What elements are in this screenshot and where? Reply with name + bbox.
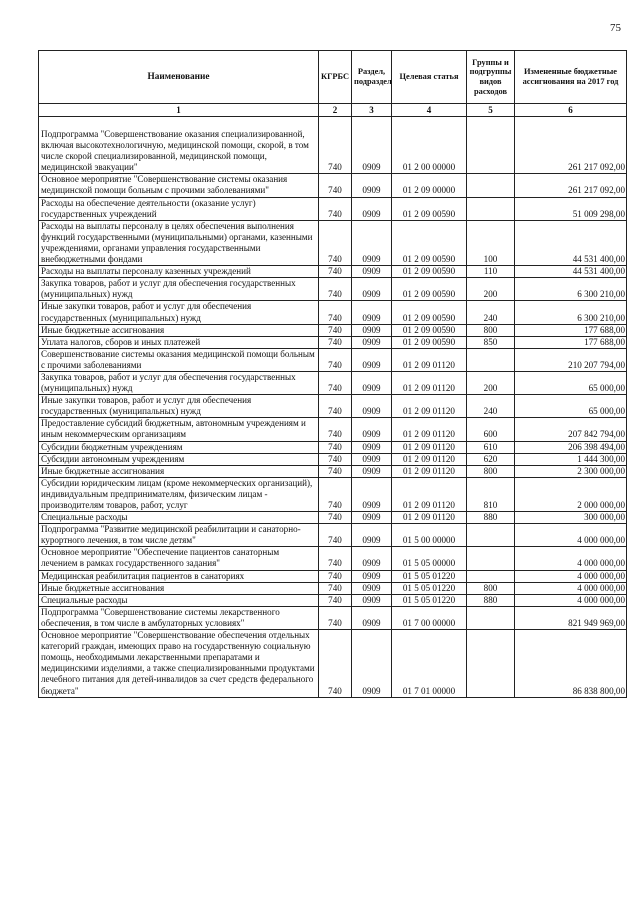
row-section: 0909	[352, 348, 392, 371]
row-amount: 6 300 210,00	[515, 278, 627, 301]
table-row	[39, 117, 627, 174]
table-row	[39, 301, 627, 324]
row-section: 0909	[352, 594, 392, 606]
row-amount: 1 444 300,00	[515, 453, 627, 465]
row-kgrbs: 740	[319, 324, 352, 336]
row-target: 01 2 09 01120	[392, 477, 467, 511]
row-kgrbs: 740	[319, 512, 352, 524]
row-section: 0909	[352, 477, 392, 511]
table-row	[39, 336, 627, 348]
row-group	[467, 174, 515, 197]
row-amount: 44 531 400,00	[515, 220, 627, 265]
row-section: 0909	[352, 174, 392, 197]
table-row	[39, 441, 627, 453]
row-group: 620	[467, 453, 515, 465]
row-group: 110	[467, 266, 515, 278]
page-number: 75	[610, 22, 621, 34]
row-name: Расходы на выплаты персоналу казенных учреждений	[39, 266, 319, 278]
row-kgrbs: 740	[319, 266, 352, 278]
row-kgrbs: 740	[319, 197, 352, 220]
row-amount: 207 842 794,00	[515, 418, 627, 441]
row-target: 01 2 09 00590	[392, 220, 467, 265]
row-amount: 177 688,00	[515, 324, 627, 336]
header-name: Наименование	[39, 51, 319, 104]
table-row	[39, 324, 627, 336]
row-kgrbs: 740	[319, 418, 352, 441]
row-target: 01 2 09 01120	[392, 418, 467, 441]
row-group: 240	[467, 301, 515, 324]
table-row	[39, 512, 627, 524]
row-amount: 65 000,00	[515, 371, 627, 394]
row-group	[467, 606, 515, 629]
row-target: 01 2 09 00000	[392, 174, 467, 197]
row-amount: 4 000 000,00	[515, 582, 627, 594]
row-amount: 6 300 210,00	[515, 301, 627, 324]
row-amount: 821 949 969,00	[515, 606, 627, 629]
row-section: 0909	[352, 117, 392, 174]
table-row	[39, 453, 627, 465]
row-section: 0909	[352, 630, 392, 698]
row-amount: 4 000 000,00	[515, 524, 627, 547]
header-number: 2	[319, 104, 352, 117]
row-kgrbs: 740	[319, 278, 352, 301]
row-amount: 206 398 494,00	[515, 441, 627, 453]
row-group: 880	[467, 594, 515, 606]
row-section: 0909	[352, 441, 392, 453]
row-amount: 4 000 000,00	[515, 547, 627, 570]
row-group	[467, 524, 515, 547]
row-name: Иные бюджетные ассигнования	[39, 582, 319, 594]
row-group	[467, 630, 515, 698]
header-number-row	[39, 104, 627, 117]
row-target: 01 2 09 00590	[392, 324, 467, 336]
row-group	[467, 547, 515, 570]
row-group	[467, 197, 515, 220]
row-group	[467, 117, 515, 174]
row-kgrbs: 740	[319, 582, 352, 594]
header-section: Раздел, подраздел	[352, 51, 392, 104]
row-section: 0909	[352, 570, 392, 582]
row-target: 01 2 09 00590	[392, 197, 467, 220]
row-amount: 44 531 400,00	[515, 266, 627, 278]
row-group: 810	[467, 477, 515, 511]
row-group: 850	[467, 336, 515, 348]
table-row	[39, 594, 627, 606]
row-name: Иные бюджетные ассигнования	[39, 324, 319, 336]
row-name: Субсидии юридическим лицам (кроме некоммерческих организаций), индивидуальным предпринимателям, физическим лицам - производителям товаров, работ, услуг	[39, 477, 319, 511]
row-group	[467, 348, 515, 371]
row-section: 0909	[352, 197, 392, 220]
row-group: 600	[467, 418, 515, 441]
row-name: Специальные расходы	[39, 594, 319, 606]
row-target: 01 5 00 00000	[392, 524, 467, 547]
table-row	[39, 418, 627, 441]
row-group	[467, 570, 515, 582]
row-section: 0909	[352, 220, 392, 265]
row-group: 800	[467, 465, 515, 477]
row-name: Иные закупки товаров, работ и услуг для обеспечения государственных (муниципальных) нужд	[39, 301, 319, 324]
row-name: Основное мероприятие "Обеспечение пациентов санаторным лечением в рамках государственного задания"	[39, 547, 319, 570]
table-row	[39, 278, 627, 301]
row-name: Подпрограмма "Совершенствование системы лекарственного обеспечения, в том числе в амбулаторных условиях"	[39, 606, 319, 629]
row-group: 200	[467, 278, 515, 301]
row-kgrbs: 740	[319, 336, 352, 348]
row-section: 0909	[352, 582, 392, 594]
row-target: 01 2 09 01120	[392, 441, 467, 453]
row-group: 880	[467, 512, 515, 524]
row-name: Совершенствование системы оказания медицинской помощи больным с прочими заболеваниями	[39, 348, 319, 371]
row-kgrbs: 740	[319, 524, 352, 547]
row-kgrbs: 740	[319, 371, 352, 394]
row-kgrbs: 740	[319, 441, 352, 453]
row-name: Медицинская реабилитация пациентов в санаториях	[39, 570, 319, 582]
row-target: 01 2 09 01120	[392, 465, 467, 477]
row-section: 0909	[352, 524, 392, 547]
row-target: 01 2 00 00000	[392, 117, 467, 174]
table-row	[39, 220, 627, 265]
row-name: Расходы на обеспечение деятельности (оказание услуг) государственных учреждений	[39, 197, 319, 220]
row-amount: 261 217 092,00	[515, 117, 627, 174]
header-row	[39, 51, 627, 104]
row-kgrbs: 740	[319, 348, 352, 371]
row-target: 01 7 00 00000	[392, 606, 467, 629]
row-target: 01 2 09 01120	[392, 395, 467, 418]
row-amount: 177 688,00	[515, 336, 627, 348]
row-target: 01 2 09 01120	[392, 348, 467, 371]
header-number: 6	[515, 104, 627, 117]
row-target: 01 2 09 01120	[392, 512, 467, 524]
row-amount: 2 300 000,00	[515, 465, 627, 477]
table-row	[39, 371, 627, 394]
row-kgrbs: 740	[319, 453, 352, 465]
row-kgrbs: 740	[319, 547, 352, 570]
row-amount: 300 000,00	[515, 512, 627, 524]
row-kgrbs: 740	[319, 117, 352, 174]
row-name: Иные бюджетные ассигнования	[39, 465, 319, 477]
row-target: 01 5 05 01220	[392, 570, 467, 582]
row-kgrbs: 740	[319, 465, 352, 477]
row-amount: 51 009 298,00	[515, 197, 627, 220]
table-row	[39, 570, 627, 582]
row-target: 01 2 09 01120	[392, 371, 467, 394]
row-group: 800	[467, 582, 515, 594]
header-amount: Измененные бюджетные ассигнования на 2017 год	[515, 51, 627, 104]
row-section: 0909	[352, 606, 392, 629]
row-name: Закупка товаров, работ и услуг для обеспечения государственных (муниципальных) нужд	[39, 371, 319, 394]
row-kgrbs: 740	[319, 301, 352, 324]
row-kgrbs: 740	[319, 174, 352, 197]
row-section: 0909	[352, 465, 392, 477]
table-row	[39, 524, 627, 547]
table-row	[39, 395, 627, 418]
row-kgrbs: 740	[319, 220, 352, 265]
row-target: 01 5 05 01220	[392, 582, 467, 594]
header-number: 1	[39, 104, 319, 117]
row-section: 0909	[352, 278, 392, 301]
row-target: 01 2 09 00590	[392, 301, 467, 324]
budget-table	[38, 50, 627, 698]
row-group: 240	[467, 395, 515, 418]
row-section: 0909	[352, 547, 392, 570]
header-group: Группы и подгруппы видов расходов	[467, 51, 515, 104]
row-target: 01 2 09 00590	[392, 336, 467, 348]
row-group: 100	[467, 220, 515, 265]
row-target: 01 2 09 00590	[392, 278, 467, 301]
row-section: 0909	[352, 266, 392, 278]
table-row	[39, 582, 627, 594]
row-group: 610	[467, 441, 515, 453]
table-row	[39, 348, 627, 371]
row-amount: 86 838 800,00	[515, 630, 627, 698]
row-amount: 65 000,00	[515, 395, 627, 418]
header-number: 3	[352, 104, 392, 117]
row-target: 01 5 05 00000	[392, 547, 467, 570]
row-section: 0909	[352, 453, 392, 465]
row-name: Иные закупки товаров, работ и услуг для обеспечения государственных (муниципальных) нужд	[39, 395, 319, 418]
row-section: 0909	[352, 418, 392, 441]
row-target: 01 5 05 01220	[392, 594, 467, 606]
row-section: 0909	[352, 324, 392, 336]
row-section: 0909	[352, 371, 392, 394]
table-row	[39, 174, 627, 197]
row-section: 0909	[352, 512, 392, 524]
table-row	[39, 465, 627, 477]
row-kgrbs: 740	[319, 630, 352, 698]
row-kgrbs: 740	[319, 570, 352, 582]
row-group: 200	[467, 371, 515, 394]
row-kgrbs: 740	[319, 477, 352, 511]
row-section: 0909	[352, 395, 392, 418]
row-name: Субсидии автономным учреждениям	[39, 453, 319, 465]
table-row	[39, 197, 627, 220]
row-amount: 261 217 092,00	[515, 174, 627, 197]
row-name: Расходы на выплаты персоналу в целях обеспечения выполнения функций государственными (муниципальными) органами, казенными учреждениями, органами управления государственными внебюджетными фондами	[39, 220, 319, 265]
row-amount: 4 000 000,00	[515, 570, 627, 582]
table-row	[39, 630, 627, 698]
header-kgrbs: КГРБС	[319, 51, 352, 104]
row-name: Уплата налогов, сборов и иных платежей	[39, 336, 319, 348]
header-number: 4	[392, 104, 467, 117]
table-row	[39, 266, 627, 278]
row-target: 01 7 01 00000	[392, 630, 467, 698]
row-name: Подпрограмма "Развитие медицинской реабилитации и санаторно-курортного лечения, в том числе детям"	[39, 524, 319, 547]
row-amount: 210 207 794,00	[515, 348, 627, 371]
row-name: Основное мероприятие "Совершенствование обеспечения отдельных категорий граждан, имеющих право на государственную социальную помощь, необходимыми лекарственными препаратами и медицинскими изделиями, а также специализированными продуктами лечебного питания для детей-инвалидов за счет средств федерального бюджета"	[39, 630, 319, 698]
row-amount: 4 000 000,00	[515, 594, 627, 606]
row-target: 01 2 09 01120	[392, 453, 467, 465]
table-row	[39, 547, 627, 570]
row-amount: 2 000 000,00	[515, 477, 627, 511]
header-number: 5	[467, 104, 515, 117]
row-name: Специальные расходы	[39, 512, 319, 524]
row-name: Закупка товаров, работ и услуг для обеспечения государственных (муниципальных) нужд	[39, 278, 319, 301]
row-name: Подпрограмма "Совершенствование оказания специализированной, включая высокотехнологичную, медицинской помощи, скорой, в том числе скорой специализированной, медицинской помощи, медицинской эвакуации"	[39, 117, 319, 174]
row-section: 0909	[352, 336, 392, 348]
header-target: Целевая статья	[392, 51, 467, 104]
row-section: 0909	[352, 301, 392, 324]
row-target: 01 2 09 00590	[392, 266, 467, 278]
row-name: Субсидии бюджетным учреждениям	[39, 441, 319, 453]
row-kgrbs: 740	[319, 395, 352, 418]
row-kgrbs: 740	[319, 606, 352, 629]
row-name: Основное мероприятие "Совершенствование системы оказания медицинской помощи больным с прочими заболеваниями"	[39, 174, 319, 197]
table-row	[39, 477, 627, 511]
row-kgrbs: 740	[319, 594, 352, 606]
row-group: 800	[467, 324, 515, 336]
table-row	[39, 606, 627, 629]
row-name: Предоставление субсидий бюджетным, автономным учреждениям и иным некоммерческим организациям	[39, 418, 319, 441]
